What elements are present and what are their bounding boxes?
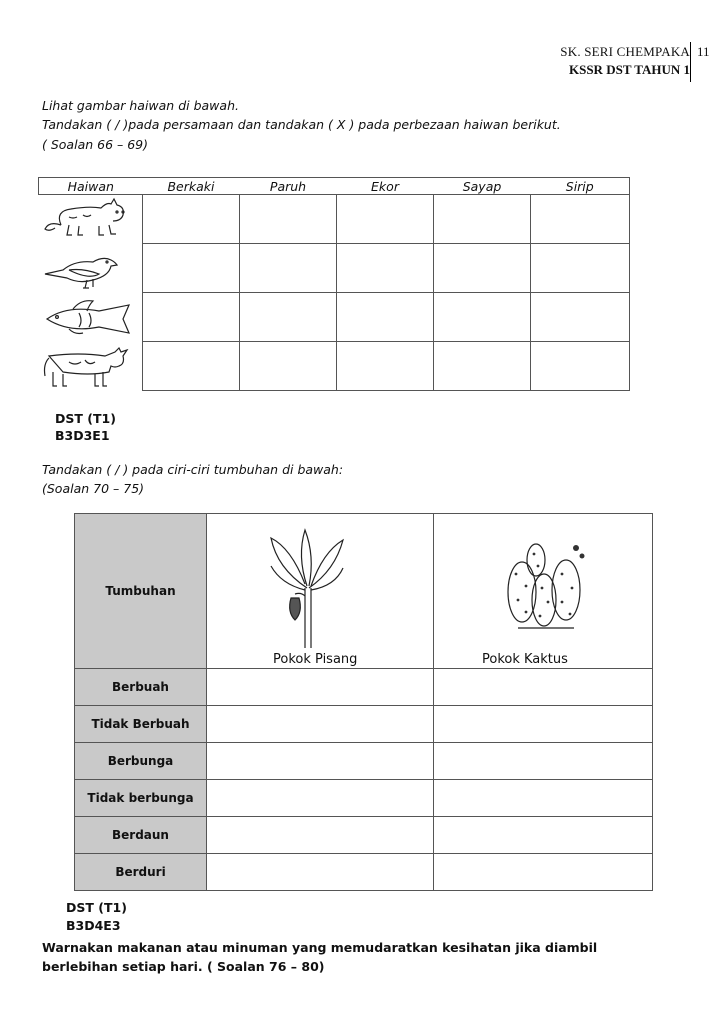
answer-cell[interactable] <box>143 195 240 244</box>
cactus-cell <box>434 514 653 669</box>
answer-cell[interactable] <box>240 244 337 293</box>
standard-code: B3D3E1 <box>55 428 110 443</box>
col-header-haiwan: Haiwan <box>39 178 143 195</box>
table-row <box>75 854 653 891</box>
cat-illustration <box>39 195 139 243</box>
answer-cell[interactable] <box>143 244 240 293</box>
answer-cell[interactable] <box>434 195 531 244</box>
row-label-berduri: Berduri <box>75 854 207 891</box>
answer-cell[interactable] <box>434 706 653 743</box>
col-header-berkaki: Berkaki <box>143 178 240 195</box>
row-label-berdaun: Berdaun <box>75 817 207 854</box>
question-range-2: (Soalan 70 – 75) <box>42 481 145 496</box>
bird-cell <box>39 244 143 293</box>
cactus-illustration <box>496 534 592 634</box>
row-label-tidak-berbunga: Tidak berbunga <box>75 780 207 817</box>
answer-cell[interactable] <box>531 342 630 391</box>
col-header-sayap: Sayap <box>434 178 531 195</box>
answer-cell[interactable] <box>207 854 434 891</box>
plant-name-cactus: Pokok Kaktus <box>482 652 568 667</box>
answer-cell[interactable] <box>337 342 434 391</box>
table-row <box>75 743 653 780</box>
answer-cell[interactable] <box>434 669 653 706</box>
col-header-sirip: Sirip <box>531 178 630 195</box>
school-name: SK. SERI CHEMPAKA <box>560 44 690 59</box>
page-number: 11 <box>697 44 710 59</box>
instruction-line-1: Lihat gambar haiwan di bawah. <box>42 98 239 113</box>
table-row <box>75 514 653 669</box>
answer-cell[interactable] <box>434 342 531 391</box>
answer-cell[interactable] <box>207 743 434 780</box>
answer-cell[interactable] <box>434 817 653 854</box>
instruction-colour-line-1: Warnakan makanan atau minuman yang memudaratkan kesihatan jika diambil <box>42 940 598 955</box>
banana-tree-illustration <box>267 528 347 650</box>
answer-cell[interactable] <box>531 244 630 293</box>
row-label-tidak-berbuah: Tidak Berbuah <box>75 706 207 743</box>
fish-cell <box>39 293 143 342</box>
animal-comparison-table <box>38 177 630 391</box>
header-divider <box>690 42 691 82</box>
col-header-paruh: Paruh <box>240 178 337 195</box>
instruction-line-2: Tandakan ( / )pada persamaan dan tandakan ( X ) pada perbezaan haiwan berikut. <box>42 117 561 132</box>
answer-cell[interactable] <box>207 817 434 854</box>
standard-code: B3D4E3 <box>66 918 121 933</box>
answer-cell[interactable] <box>434 743 653 780</box>
tumbuhan-header: Tumbuhan <box>75 514 207 669</box>
row-label-berbunga: Berbunga <box>75 743 207 780</box>
dst-code-label: DST (T1) <box>55 411 116 426</box>
answer-cell[interactable] <box>240 293 337 342</box>
answer-cell[interactable] <box>434 780 653 817</box>
col-header-ekor: Ekor <box>337 178 434 195</box>
instruction-colour-line-2: berlebihan setiap hari. ( Soalan 76 – 80) <box>42 959 325 974</box>
table-row <box>39 195 630 244</box>
answer-cell[interactable] <box>207 706 434 743</box>
answer-cell[interactable] <box>143 342 240 391</box>
class-level: KSSR DST TAHUN 1 <box>568 62 690 77</box>
table-row <box>39 293 630 342</box>
answer-cell[interactable] <box>434 244 531 293</box>
table-row <box>75 780 653 817</box>
row-label-berbuah: Berbuah <box>75 669 207 706</box>
answer-cell[interactable] <box>531 293 630 342</box>
plant-name-banana: Pokok Pisang <box>273 652 358 667</box>
answer-cell[interactable] <box>434 293 531 342</box>
answer-cell[interactable] <box>240 195 337 244</box>
dst-code-label: DST (T1) <box>66 900 127 915</box>
table-row <box>75 817 653 854</box>
banana-tree-cell <box>207 514 434 669</box>
answer-cell[interactable] <box>337 293 434 342</box>
instruction-plants: Tandakan ( / ) pada ciri-ciri tumbuhan di bawah: <box>42 462 344 477</box>
answer-cell[interactable] <box>207 669 434 706</box>
answer-cell[interactable] <box>531 195 630 244</box>
answer-cell[interactable] <box>337 244 434 293</box>
answer-cell[interactable] <box>337 195 434 244</box>
table-row <box>75 669 653 706</box>
answer-cell[interactable] <box>207 780 434 817</box>
cat-cell <box>39 195 143 244</box>
cow-illustration <box>39 342 139 390</box>
answer-cell[interactable] <box>143 293 240 342</box>
cow-cell <box>39 342 143 391</box>
bird-illustration <box>39 244 139 292</box>
answer-cell[interactable] <box>434 854 653 891</box>
fish-illustration <box>39 293 139 341</box>
plant-characteristics-table <box>74 513 653 891</box>
table-row <box>39 342 630 391</box>
table-row <box>75 706 653 743</box>
question-range-1: ( Soalan 66 – 69) <box>42 137 149 152</box>
answer-cell[interactable] <box>240 342 337 391</box>
table-row <box>39 244 630 293</box>
